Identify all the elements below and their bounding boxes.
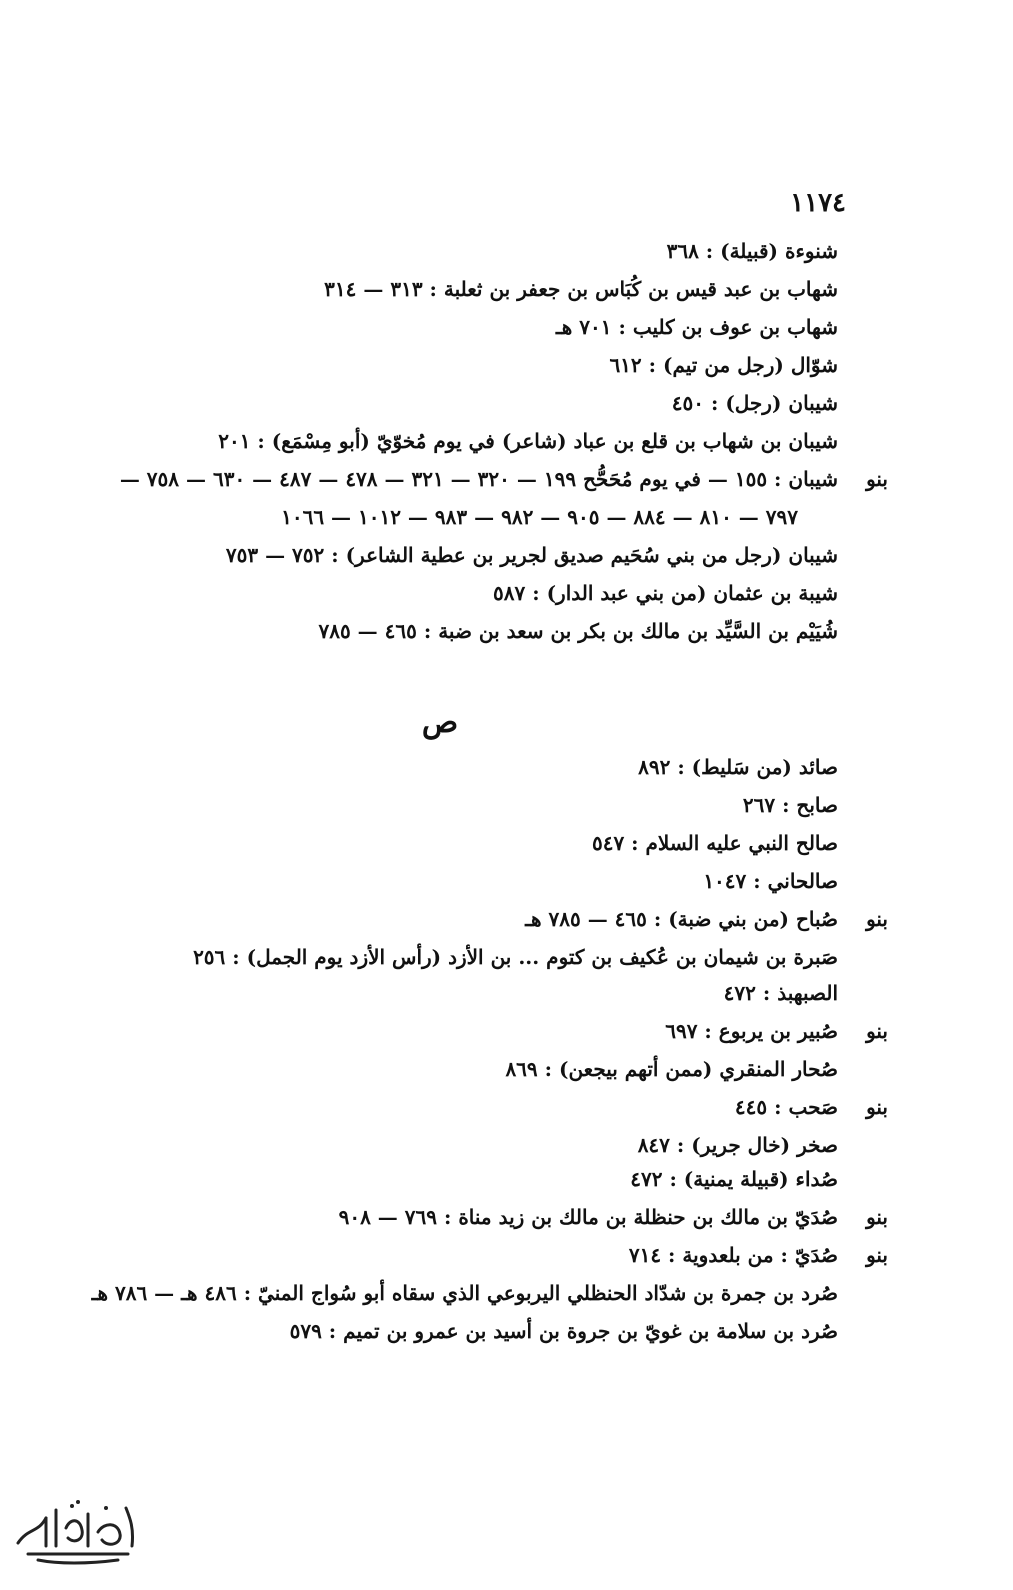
- entry-text: شنوءة (قبيلة) : ٣٦٨: [666, 239, 838, 263]
- index-entry: [100, 1202, 888, 1232]
- index-entry: [100, 350, 838, 380]
- entry-text: شيبان (رجل من بني سُحَيم صديق لجرير بن عطية الشاعر) : ٧٥٢ — ٧٥٣: [225, 543, 838, 567]
- entry-text: صخر (خال جرير) : ٨٤٧: [637, 1133, 838, 1157]
- entry-text: صُرد بن جمرة بن شدّاد الحنظلي اليربوعي الذي سقاه أبو سُواج المنيّ : ٤٨٦ هـ — ٧٨٦ هـ: [91, 1281, 838, 1305]
- index-entry: [100, 1054, 838, 1084]
- entry-text: صَحب : ٤٤٥: [734, 1095, 838, 1119]
- calligraphy-stamp-icon: [8, 1488, 148, 1568]
- entry-prefix: بنو: [866, 1095, 888, 1119]
- page-number: ١١٧٤: [790, 188, 846, 218]
- index-entry: [100, 1316, 838, 1346]
- index-entry: [100, 1164, 838, 1194]
- index-entry: [100, 828, 838, 858]
- index-entry: [100, 1130, 838, 1160]
- index-entry-continuation: [100, 502, 798, 532]
- entry-prefix: بنو: [866, 1205, 888, 1229]
- index-entry: [100, 904, 888, 934]
- entry-text: ٧٩٧ — ٨١٠ — ٨٨٤ — ٩٠٥ — ٩٨٢ — ٩٨٣ — ١٠١٢ — ١٠٦٦: [281, 505, 798, 529]
- entry-text: شيبان : ١٥٥ — في يوم مُحَحُّح ١٩٩ — ٣٢٠ — ٣٢١ — ٤٧٨ — ٤٨٧ — ٦٣٠ — ٧٥٨ —: [119, 467, 838, 491]
- index-entry: [100, 312, 838, 342]
- entry-text: صَبرة بن شيمان بن عُكيف بن كتوم ... بن الأزد (رأس الأزد يوم الجمل) : ٢٥٦: [193, 945, 838, 969]
- index-entry: [100, 866, 838, 896]
- index-entry: [100, 540, 838, 570]
- index-entry: [100, 426, 838, 456]
- index-entry: [100, 790, 838, 820]
- index-entry: [100, 942, 838, 972]
- index-entry: [100, 1092, 888, 1122]
- index-entry: [100, 274, 838, 304]
- entry-text: صالحاني : ١٠٤٧: [703, 869, 838, 893]
- index-entry: [100, 464, 888, 494]
- entry-text: شيبان بن شهاب بن قلع بن عباد (شاعر) في يوم مُخوّيّ (أبو مِسْمَع) : ٢٠١: [218, 429, 838, 453]
- entry-text: صالح النبي عليه السلام : ٥٤٧: [591, 831, 838, 855]
- entry-text: صائد (من سَليط) : ٨٩٢: [638, 755, 838, 779]
- entry-text: شيبان (رجل) : ٤٥٠: [671, 391, 838, 415]
- entry-text: صُدَيّ : من بلعدوية : ٧١٤: [628, 1243, 838, 1267]
- entry-text: صُباح (من بني ضبة) : ٤٦٥ — ٧٨٥ هـ: [525, 907, 838, 931]
- index-entry: [100, 752, 838, 782]
- entry-text: صُرد بن سلامة بن غويّ بن جروة بن أسيد بن عمرو بن تميم : ٥٧٩: [289, 1319, 838, 1343]
- section-heading-letter: ص: [421, 705, 459, 740]
- entry-prefix: بنو: [866, 1243, 888, 1267]
- entry-text: شهاب بن عبد قيس بن كُبَاس بن جعفر بن ثعلبة : ٣١٣ — ٣١٤: [324, 277, 838, 301]
- entry-prefix: بنو: [866, 467, 888, 491]
- index-entry: [100, 236, 838, 266]
- index-entry: [100, 978, 838, 1008]
- index-entry: [100, 616, 838, 646]
- index-entry: [100, 1240, 888, 1270]
- entry-prefix: بنو: [866, 907, 888, 931]
- entry-prefix: بنو: [866, 1019, 888, 1043]
- index-entry: [100, 388, 838, 418]
- index-entry: [91, 1278, 838, 1308]
- entry-text: صُدَيّ بن مالك بن حنظلة بن مالك بن زيد مناة : ٧٦٩ — ٩٠٨: [338, 1205, 838, 1229]
- index-entry: [100, 578, 838, 608]
- entry-text: شيبة بن عثمان (من بني عبد الدار) : ٥٨٧: [493, 581, 838, 605]
- entry-text: شهاب بن عوف بن كليب : ٧٠١ هـ: [555, 315, 838, 339]
- entry-text: شُيَيْم بن السَّيِّد بن مالك بن بكر بن سعد بن ضبة : ٤٦٥ — ٧٨٥: [318, 619, 838, 643]
- entry-text: صُحار المنقري (ممن أتهم بيجعن) : ٨٦٩: [505, 1057, 838, 1081]
- entry-text: صابح : ٢٦٧: [742, 793, 838, 817]
- entry-text: شوّال (رجل من تيم) : ٦١٢: [609, 353, 838, 377]
- entry-text: صُبير بن يربوع : ٦٩٧: [665, 1019, 838, 1043]
- index-entry: [100, 1016, 888, 1046]
- entry-text: الصبهبذ : ٤٧٢: [723, 981, 838, 1005]
- entry-text: صُداء (قبيلة يمنية) : ٤٧٢: [630, 1167, 838, 1191]
